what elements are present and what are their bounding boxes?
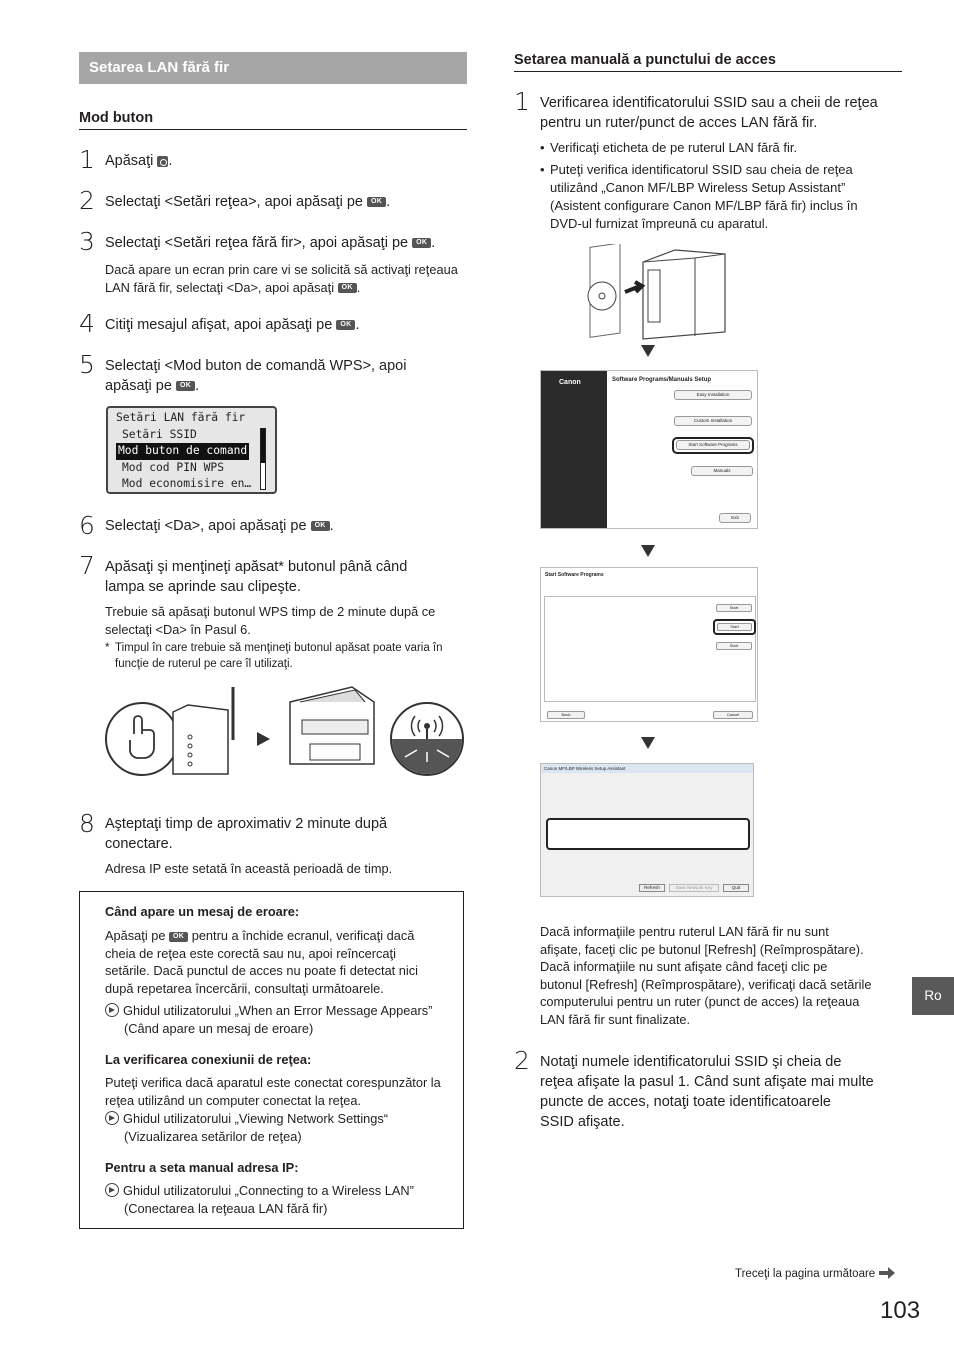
box-heading-ip: Pentru a seta manual adresa IP: [105,1160,299,1175]
para-line: Dacă informaţiile nu sunt afişate când faceţi clic pe [540,959,828,974]
ok-key-icon: OK [338,283,357,293]
refresh-button[interactable]: Refresh [639,884,665,892]
quit-button[interactable]: Quit [723,884,749,892]
step-1-text [105,151,172,171]
info-box [79,891,464,1229]
step-text-line: conectare. [105,836,173,852]
page-number: 103 [880,1297,921,1324]
bullet-line: (Asistent configurare Canon MF/LBP fără fir) inclus în [550,198,858,213]
step-text-line [105,376,406,396]
note-text: . [356,279,361,295]
para-line: afişate, faceţi clic pe butonul [Refresh] (Reîmprospătare). [540,941,864,957]
step-number: 1 [514,87,530,116]
manuals-button[interactable]: Manuals [691,466,753,476]
next-page-text: Treceţi la pagina următoare [735,1268,876,1280]
bullet-line: Verificaţi eticheta de pe ruterul LAN fără fir. [550,140,798,155]
step-number: 8 [79,809,95,838]
step-4-text [105,315,359,335]
box-text-network [105,1074,441,1109]
reference-text: Ghidul utilizatorului „Viewing Network Settings“ [123,1111,389,1126]
para-line: butonul [Refresh] (Reîmprospătare), verificaţi dacă setările [540,976,872,992]
screenshot-setup-menu [540,370,758,529]
step-text-part: . [329,518,334,534]
setup-side-panel [541,371,607,529]
step-text-line: Aşteptaţi timp de aproximativ 2 minute după [105,816,388,832]
bullet-line: utilizând „Canon MF/LBP Wireless Setup Assistant” [550,180,846,195]
lcd-screen [106,406,277,494]
box-text-line: reţea utilizând un computer conectat la reţea. [105,1092,362,1108]
ok-key-icon: OK [311,521,330,531]
para-line: computerului pentru un ruter (punct de acces) la reţeaua [540,994,860,1009]
step-number: 2 [514,1046,530,1075]
start-button[interactable]: Start [717,623,752,631]
box-text-line: cheia de reţea este corectă sau nu, apoi reîncercaţi [105,945,396,961]
save-network-key-button[interactable]: Save Network Key [669,884,719,892]
ok-key-icon: OK [176,381,195,391]
step-text-part: . [355,317,360,333]
start-button[interactable]: Start [716,642,752,650]
home-icon [157,156,168,167]
subsection-title-manual-ap: Setarea manuală a punctului de acces [514,52,902,72]
box-heading-error: Când apare un mesaj de eroare: [105,904,300,919]
step-text-line: Selectaţi <Mod buton de comandă WPS>, apoi [105,358,407,374]
right-step-2-text [540,1052,874,1132]
reference-text: (Când apare un mesaj de eroare) [124,1020,314,1036]
bullet-item: • Puteţi verifica identificatorul SSID sau cheia de reţea utilizând „Canon MF/LBP Wireless Setup Assistant” (Asistent configurare Canon MF/LBP fără fir) inclus în DVD-ul furnizat împreună cu aparatul. [540,162,858,231]
box-heading-network: La verificarea conexiunii de reţea: [105,1052,312,1067]
step-text-part: . [195,378,200,394]
step-6-text [105,516,334,536]
box-text-line: Puteţi verifica dacă aparatul este conectat corespunzător la [105,1075,441,1090]
step-8-text [105,814,387,854]
box-text-line: după repetarea încercării, consultaţi următoarele. [105,980,384,996]
reference-arrow-icon [105,1003,119,1017]
arrow-down-icon [641,345,655,357]
custom-installation-button[interactable]: Custom Installation [674,416,752,426]
step-text-line: Apăsaţi şi menţineţi apăsat* butonul până când [105,559,408,575]
step-text-part: apăsaţi pe [105,378,176,394]
step-text-part: Citiţi mesajul afişat, apoi apăsaţi pe [105,317,337,333]
lcd-menu-item[interactable]: Mod cod PIN WPS [122,460,225,474]
start-programs-title: Start Software Programs [545,572,604,578]
bullet-line: DVD-ul furnizat împreună cu aparatul. [550,216,769,231]
cancel-button[interactable]: Cancel [713,711,753,719]
step-7-footnote: * Timpul în care trebuie să menţineţi butonul apăsat poate varia în funcţie de ruterul pe care îl utilizaţi. [105,641,443,672]
reference-text: Ghidul utilizatorului „When an Error Message Appears” [123,1003,433,1018]
step-text-line: lampa se aprinde sau clipeşte. [105,579,301,595]
box-reference-ip[interactable] [105,1182,414,1217]
router-icon [173,705,228,774]
footnote-line: funcţie de ruterul pe care îl utilizaţi. [115,657,293,670]
arrow-down-icon [641,737,655,749]
box-text-part: pentru a închide ecranul, verificaţi dacă [188,928,415,943]
start-button[interactable]: Start [716,604,752,612]
arrow-right-icon [257,732,270,746]
access-point-list[interactable] [546,818,750,850]
step-number: 1 [79,145,95,174]
step-text-line: pentru un ruter/punct de acces LAN fără fir. [540,115,818,131]
reference-text: (Conectarea la reţeaua LAN fără fir) [124,1200,328,1216]
step-3-note [105,261,465,296]
footnote-line: Timpul în care trebuie să menţineţi butonul apăsat poate varia în [115,642,443,654]
wifi-icon [424,723,430,729]
step-5-text [105,356,406,396]
lcd-scrollbar [260,428,266,490]
step-text-part: Selectaţi <Setări reţea>, apoi apăsaţi pe [105,194,367,210]
para-line: LAN fără fir sunt finalizate. [540,1011,691,1027]
easy-installation-button[interactable]: Easy Installation [674,390,752,400]
next-page-link[interactable] [735,1267,896,1280]
lcd-menu-item[interactable]: Mod economisire en… [122,477,252,490]
bullet-item: • Verificaţi eticheta de pe ruterul LAN fără fir. [540,140,798,155]
setup-title: Software Programs/Manuals Setup [612,377,712,383]
ok-key-icon: OK [367,197,386,207]
step-text-part: . [431,235,436,251]
box-text-line: setările. Dacă punctul de acces nu poate fi detectat nici [105,963,418,978]
screenshot-start-programs [540,567,758,722]
step-2-text [105,192,390,212]
box-text-part: Apăsaţi pe [105,928,170,943]
dvd-insert-illustration [585,244,730,344]
step-text-part: Selectaţi <Da>, apoi apăsaţi pe [105,518,311,534]
step-number: 5 [79,350,95,379]
assistant-title-bar: Canon MF/LBP Wireless Setup Assistant [541,764,754,773]
ok-key-icon: OK [169,932,188,942]
reference-arrow-icon [105,1183,119,1197]
ok-key-icon: OK [336,320,355,330]
step-number: 4 [79,309,95,338]
step-number: 7 [79,551,95,580]
arrow-right-icon [878,1267,896,1279]
box-text-error [105,927,455,997]
back-button[interactable]: Back [547,711,585,719]
step-3-text [105,233,435,253]
arrow-down-icon [641,545,655,557]
note-line: selectaţi <Da> în Pasul 6. [105,621,251,637]
step-text-line: puncte de acces, notaţi toate identificatoarele [540,1094,831,1110]
step-text-line: SSID afişate. [540,1114,625,1130]
finger-press-circle [106,703,178,775]
screenshot-wireless-assistant [540,763,754,897]
refresh-explanation [540,923,871,1028]
step-text-part: Selectaţi <Setări reţea fără fir>, apoi apăsaţi pe [105,235,413,251]
step-text-line: reţea afişate la pasul 1. Când sunt afişate mai multe [540,1074,874,1090]
subsection-title-push-button: Mod buton [79,110,467,130]
canon-logo: Canon [559,379,581,386]
step-7-note [105,603,435,638]
language-tab: Ro [912,977,954,1015]
section-title: Setarea LAN fără fir [79,52,467,84]
start-software-programs-button[interactable]: Start Software Programs [676,440,750,450]
exit-button[interactable]: Exit [719,513,751,523]
reference-text: (Vizualizarea setărilor de reţea) [124,1128,302,1144]
step-number: 6 [79,511,95,540]
note-line: Trebuie să apăsaţi butonul WPS timp de 2 minute după ce [105,604,436,619]
step-text-line: Verificarea identificatorului SSID sau a cheii de reţea [540,95,878,111]
arrow-insert-icon [625,282,642,292]
box-reference-error[interactable] [105,1002,432,1037]
wps-illustration [100,682,470,782]
step-text-line: Notaţi numele identificatorului SSID şi cheia de [540,1054,842,1070]
reference-text: Ghidul utilizatorului „Connecting to a Wireless LAN” [123,1183,414,1198]
lcd-title: Setări LAN fără fir [116,411,246,424]
step-number: 3 [79,227,95,256]
lcd-menu-item-selected[interactable]: Mod buton de comand [116,443,249,460]
box-reference-network[interactable] [105,1110,388,1145]
para-line: Dacă informaţiile pentru ruterul LAN fără fir nu sunt [540,924,829,939]
step-text-part: Apăsaţi [105,153,158,169]
step-7-text [105,557,407,597]
right-step-1-text [540,93,878,133]
note-text: Dacă apare un ecran prin care vi se solicită să activaţi reţeaua LAN fără fir, selectaţi <Da>, apoi apăsaţi [105,262,458,295]
lcd-menu-item[interactable]: Setări SSID [122,427,197,441]
step-text-part: . [386,194,391,210]
step-number: 2 [79,186,95,215]
bullet-line: Puteţi verifica identificatorul SSID sau cheia de reţea [550,162,853,177]
reference-arrow-icon [105,1111,119,1125]
step-text-part: . [168,153,173,169]
ok-key-icon: OK [412,238,431,248]
step-8-note: Adresa IP este setată în această perioadă de timp. [105,861,393,876]
